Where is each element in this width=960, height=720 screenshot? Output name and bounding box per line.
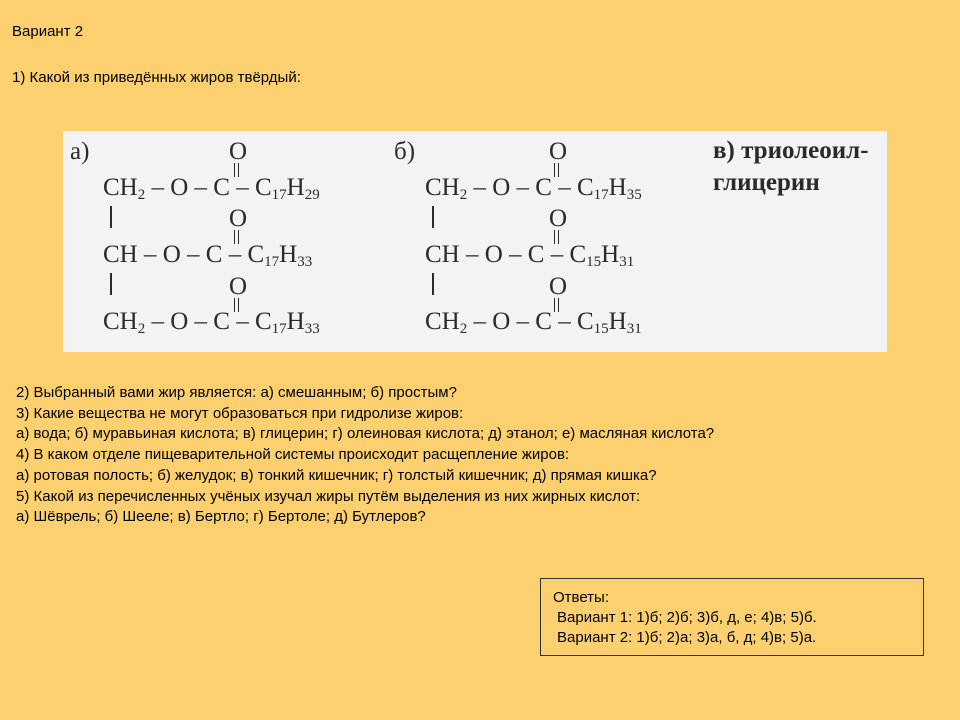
formula-b-oxygen-1: O <box>549 138 568 165</box>
question-4-options: а) ротовая полость; б) желудок; в) тонкий кишечник; г) толстый кишечник; д) прямая кишка? <box>16 466 657 484</box>
formula-a-row-1: $CH_2$ – O – C – $C_{17}H_{29}$ <box>103 174 320 203</box>
formula-b-label: б) <box>394 138 416 165</box>
formula-a-bond-2 <box>110 273 112 295</box>
question-2: 2) Выбранный вами жир является: а) смешанным; б) простым? <box>16 384 457 401</box>
question-4: 4) В каком отделе пищеварительной системы происходит расщепление жиров: <box>16 446 570 464</box>
question-5-options: а) Шёврель; б) Шееле; в) Бертло; г) Бертоле; д) Бутлеров? <box>16 508 426 526</box>
formula-b-bond-1 <box>432 206 434 228</box>
formula-v-line-2: глицерин <box>713 169 820 196</box>
formula-a-row-2: CH – O – C – $C_{17}H_{33}$ <box>103 241 313 270</box>
formula-image <box>63 131 887 352</box>
formula-b-oxygen-2: O <box>549 205 568 232</box>
formula-b-row-2: CH – O – C – $C_{15}H_{31}$ <box>425 241 635 270</box>
formula-b-row-3: $CH_2$ – O – C – $C_{15}H_{31}$ <box>425 308 642 337</box>
formula-a-bond-1 <box>110 206 112 228</box>
question-1: 1) Какой из приведённых жиров твёрдый: <box>12 69 301 86</box>
formula-b-row-1: $CH_2$ – O – C – $C_{17}H_{35}$ <box>425 174 642 203</box>
question-3: 3) Какие вещества не могут образоваться при гидролизе жиров: <box>16 404 464 422</box>
formula-a-label: а) <box>70 138 90 165</box>
answers-title: Ответы: <box>553 589 610 606</box>
answers-variant-2: Вариант 2: 1)б; 2)а; 3)а, б, д; 4)в; 5)а. <box>557 629 817 646</box>
question-5: 5) Какой из перечисленных учёных изучал жиры путём выделения из них жирных кислот: <box>16 487 641 505</box>
formula-a-row-3: $CH_2$ – O – C – $C_{17}H_{33}$ <box>103 308 320 337</box>
formula-a-oxygen-3: O <box>229 273 248 300</box>
answers-variant-1: Вариант 1: 1)б; 2)б; 3)б, д, е; 4)в; 5)б. <box>557 609 817 626</box>
answers-box <box>540 578 924 656</box>
formula-b-oxygen-3: O <box>549 273 568 300</box>
questions-list <box>16 383 714 528</box>
variant-title: Вариант 2 <box>12 23 84 40</box>
question-3-options: а) вода; б) муравьиная кислота; в) глицерин; г) олеиновая кислота; д) этанол; е) масляная кислота? <box>16 425 715 443</box>
formula-a-oxygen-2: O <box>229 205 248 232</box>
formula-b-bond-2 <box>432 273 434 295</box>
formula-v-line-1: в) триолеоил- <box>713 137 869 164</box>
formula-a-oxygen-1: O <box>229 138 248 165</box>
